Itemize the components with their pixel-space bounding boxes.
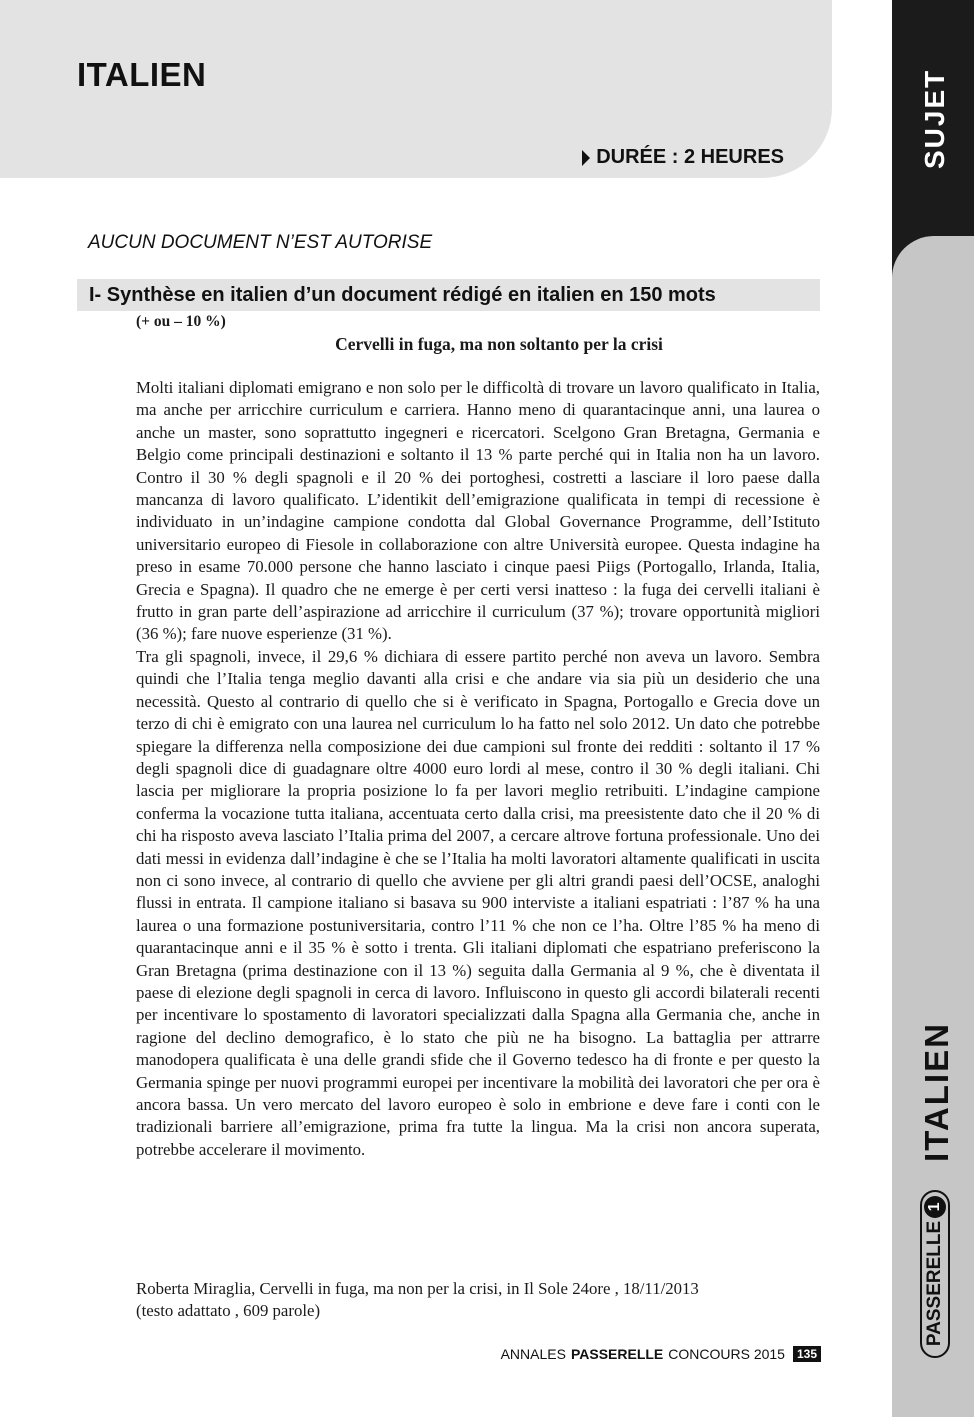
- article-paragraph: Molti italiani diplomati emigrano e non solo per le difficoltà di trovare un lavoro qualificato in Italia, ma anche per arricchire curriculum e carriera. Hanno meno di quarantacinque anni, una laurea o anche un master, sono soprattutto ingegneri e ricercatori. Scelgono Gran Bretagna, Germania e Belgio come principali destinazioni e soltanto il 13 % parte perché qui in Italia non ha un lavoro. Contro il 30 % degli spagnoli e il 20 % dei portoghesi, costretti a lasciare il loro paese dalla mancanza di lavoro qualificato. L’identikit dell’emigrazione qualificata in tempi di recessione è individuato in un’indagine campione condotta dal Global Governance Programme, dell’Istituto universitario europeo di Fiesole in collaborazione con altre Università europee. Questa indagine ha preso in esame 70.000 persone che hanno lasciato i cinque paesi Piigs (Portogallo, Irlanda, Italia, Grecia e Spagna). Il quadro che ne emerge è per certi versi inatteso : la fuga dei cervelli italiani è frutto in gran parte dell’aspirazione ad arricchire il curriculum (37 %); trovare opportunità migliori (36 %); fare nuove esperienze (31 %).: [136, 378, 820, 644]
- passerelle-logo: [906, 1202, 964, 1347]
- sidebar-subject-label: ITALIEN: [918, 1022, 955, 1162]
- article-paragraph: Tra gli spagnoli, invece, il 29,6 % dichiara di essere partito perché non aveva un lavoro. Sembra quindi che l’Italia tenga meglio davanti alla crisi e che andare via sia più un desiderio che una necessità. Questo al contrario di quello che si è verificato in Spagna, Portogallo e Grecia dove un terzo di chi è emigrato con una laurea nel curriculum lo ha fatto nel solo 2012. Un dato che potrebbe spiegare la differenza nella composizione dei due campioni sul fronte dei redditi : soltanto il 17 % degli spagnoli dice di guadagnare oltre 4000 euro lordi al mese, contro il 30 % degli italiani. Chi lascia per migliorare la propria posizione lo fa per lavori meglio retribuiti. L’indagine campione conferma la vocazione tutta italiana, accentuata certo dalla crisi, ma preesistente dato che il 20 % di chi ha risposto aveva lasciato l’Italia prima del 2007, a cercare altrove fortuna professionale. Uno dei dati messi in evidenza dall’indagine è che se l’Italia ha molti lavoratori altamente qualificati in uscita non ci sono invece, al contrario di quello che avviene per gli altri grandi paesi dell’OCSE, analoghi flussi in entrata. Il campione italiano si basava su 900 interviste a italiani espatriati : l’87 % ha una laurea o una formazione postuniversitaria, contro l’11 % che non ce l’ha. Oltre l’85 % ha meno di quarantacinque anni e il 35 % è sotto i trenta. Gli italiani diplomati che espatriano preferiscono la Gran Bretagna (prima destinazione con il 13 %) seguita dalla Germania al 9 %, che è diventata il paese di elezione degli spagnoli in cerca di lavoro. Influiscono in questo gli accordi bilaterali recenti per incentivare lo spostamento di lavoratori specializzati dalla Spagna alla Germania che, anche in ragione del declino demografico, è lo stato che più ne ha bisogno. La battaglia per attrarre manodopera qualificata è una delle grandi sfide che il Governo tedesco ha di fronte e per questo la Germania spinge per nuovi programmi europei per incentivare la mobilità dei lavoratori che per ora è ancora bassa. Un vero mercato del lavoro europeo è solo in embrione e deve fare i conti con le tradizionali barriere all’emigrazione, prima fra tutte la lingua. Ma la crisi non ancora superata, potrebbe accelerare il movimento.: [136, 646, 820, 1159]
- source-note: (testo adattato , 609 parole): [136, 1301, 321, 1321]
- play-arrow-icon: [582, 150, 590, 166]
- sidebar-tab-label: SUJET: [919, 68, 950, 169]
- word-count-tolerance: (+ ou – 10 %): [136, 313, 226, 330]
- duration-text: DURÉE : 2 HEURES: [596, 146, 784, 168]
- footer-suffix: CONCOURS 2015: [668, 1346, 785, 1362]
- article-source: [136, 1278, 820, 1323]
- exam-notice: AUCUN DOCUMENT N’EST AUTORISE: [88, 232, 433, 253]
- article-title: Cervelli in fuga, ma non soltanto per la crisi: [335, 334, 663, 354]
- source-citation: Roberta Miraglia, Cervelli in fuga, ma non per la crisi, in Il Sole 24ore , 18/11/2013: [136, 1279, 699, 1298]
- footer-prefix: ANNALES: [500, 1346, 566, 1362]
- logo-frame: [920, 1190, 950, 1358]
- logo-number-badge: 1: [924, 1196, 946, 1218]
- page-footer: [501, 1346, 821, 1362]
- article-body: [136, 377, 820, 1161]
- page-number: 135: [793, 1346, 821, 1362]
- duration-label: [582, 146, 784, 169]
- page-title: ITALIEN: [77, 56, 207, 93]
- section-heading: I- Synthèse en italien d’un document rédigé en italien en 150 mots: [89, 284, 716, 306]
- logo-text: PASSERELLE: [924, 1220, 945, 1347]
- footer-brand: PASSERELLE: [570, 1346, 664, 1362]
